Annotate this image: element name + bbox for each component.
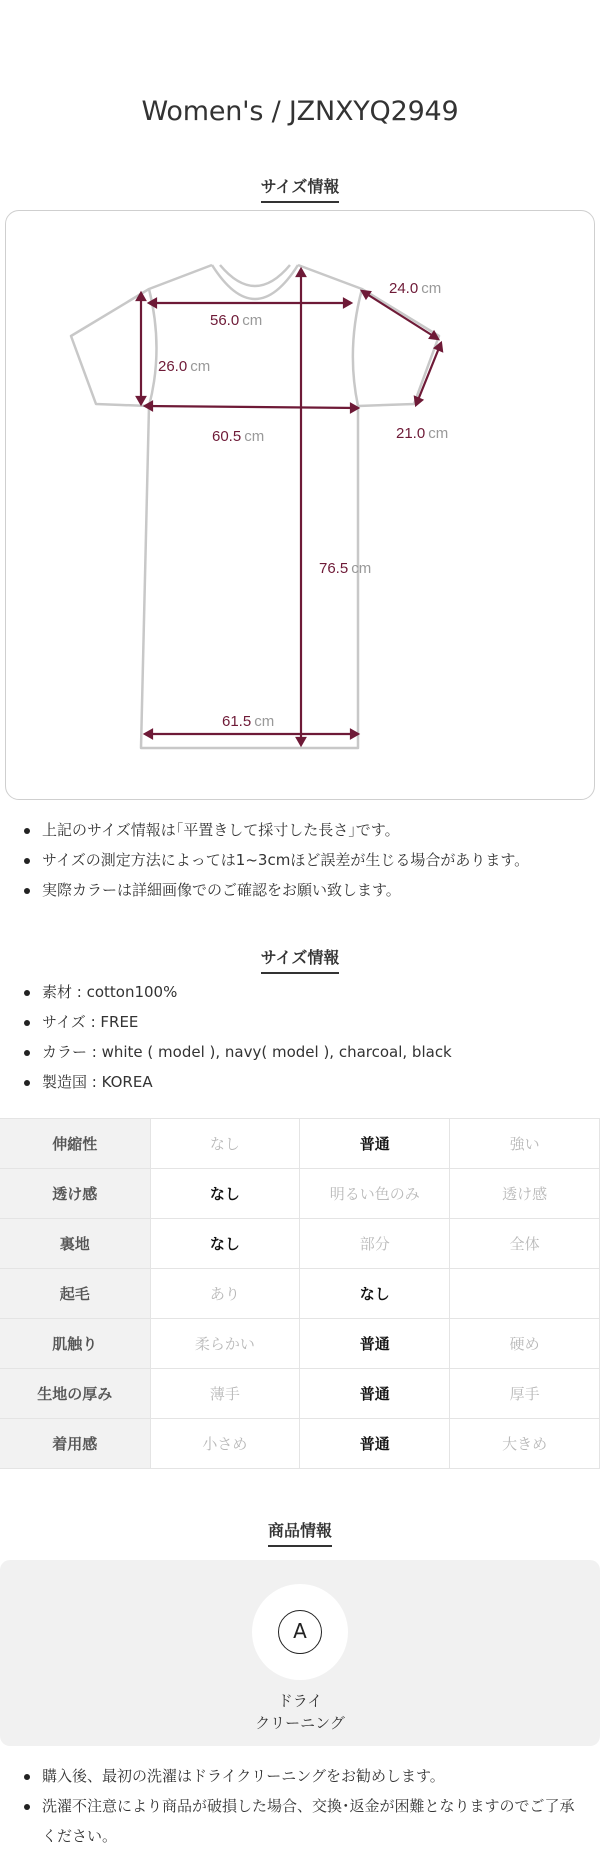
- attribute-option: 明るい色のみ: [300, 1169, 450, 1219]
- armhole-label: 26.0 cm: [158, 358, 211, 375]
- sleeve-length-line: [362, 291, 438, 339]
- attribute-option: [450, 1269, 600, 1319]
- list-item: 購入後、最初の洗濯はドライクリーニングをお勧めします。: [42, 1761, 582, 1791]
- measurement-lines: [137, 269, 442, 745]
- product-title: Women's / JZNXYQ2949: [141, 96, 459, 127]
- shoulder-arrow-left: [149, 299, 156, 307]
- product-info-heading: 商品情報: [0, 1518, 600, 1547]
- table-row: [0, 1419, 600, 1469]
- sleeve-arrow-b: [430, 332, 438, 339]
- attribute-option: 普通: [300, 1419, 450, 1469]
- attribute-option: 厚手: [450, 1369, 600, 1419]
- attribute-label: 肌触り: [0, 1319, 150, 1369]
- length-arrow-top: [297, 269, 305, 276]
- total-length-label: 76.5 cm: [319, 560, 372, 577]
- table-row: [0, 1169, 600, 1219]
- attribute-option: 硬め: [450, 1319, 600, 1369]
- attribute-option: あり: [150, 1269, 300, 1319]
- sleeve-opening-line: [416, 343, 441, 405]
- chest-label: 60.5 cm: [212, 428, 265, 445]
- attribute-option: なし: [150, 1219, 300, 1269]
- size-info-heading: サイズ情報: [0, 174, 600, 203]
- table-row: [0, 1119, 600, 1169]
- spec-list: [42, 977, 452, 1097]
- list-item: サイズの測定方法によっては1~3cmほど誤差が生じる場合があります。: [42, 845, 529, 875]
- attribute-option: 大きめ: [450, 1419, 600, 1469]
- armhole-arrow-bottom: [137, 397, 145, 404]
- attribute-option: 普通: [300, 1369, 450, 1419]
- attribute-label: 着用感: [0, 1419, 150, 1469]
- table-row: [0, 1219, 600, 1269]
- list-item: 製造国 : KOREA: [42, 1067, 452, 1097]
- list-item: サイズ : FREE: [42, 1007, 452, 1037]
- size-notes-list: [42, 815, 529, 905]
- list-item: 実際カラーは詳細画像でのご確認をお願い致します。: [42, 875, 529, 905]
- shoulder-label: 56.0 cm: [210, 312, 263, 329]
- opening-arrow-b: [415, 397, 422, 405]
- care-notes-list: [42, 1761, 582, 1851]
- attribute-option: 小さめ: [150, 1419, 300, 1469]
- length-arrow-bottom: [297, 738, 305, 745]
- care-label: [0, 1690, 600, 1734]
- table-row: [0, 1319, 600, 1369]
- attribute-option: 全体: [450, 1219, 600, 1269]
- list-item: 洗濯不注意により商品が破損した場合、交換･返金が困難となりますのでご了承ください。: [42, 1791, 582, 1851]
- tshirt-body-outline: [71, 265, 442, 748]
- attribute-label: 伸縮性: [0, 1119, 150, 1169]
- tshirt-outline: [71, 265, 442, 748]
- care-symbol-circle: [252, 1584, 348, 1680]
- attribute-option: 透け感: [450, 1169, 600, 1219]
- sleeve-arrow-a: [362, 291, 370, 298]
- chest-arrow-left: [145, 402, 152, 410]
- spec-heading: サイズ情報: [0, 945, 600, 974]
- care-label-line1: ドライ: [277, 1692, 323, 1710]
- measurement-labels: [158, 280, 448, 730]
- care-box: [0, 1560, 600, 1746]
- attribute-option: なし: [300, 1269, 450, 1319]
- chest-line: [145, 406, 358, 408]
- fabric-attribute-table: [0, 1118, 600, 1469]
- list-item: 上記のサイズ情報は｢平置きして採寸した長さ｣です。: [42, 815, 529, 845]
- attribute-option: なし: [150, 1119, 300, 1169]
- sleeve-length-label: 24.0 cm: [389, 280, 442, 297]
- care-label-line2: クリーニング: [255, 1714, 345, 1732]
- attribute-label: 生地の厚み: [0, 1369, 150, 1419]
- attribute-option: 柔らかい: [150, 1319, 300, 1369]
- armhole-right: [353, 289, 362, 406]
- attribute-option: 普通: [300, 1319, 450, 1369]
- list-item: 素材 : cotton100%: [42, 977, 452, 1007]
- tshirt-diagram-svg: [6, 211, 596, 801]
- attribute-label: 裏地: [0, 1219, 150, 1269]
- collar-inner: [220, 265, 290, 286]
- attribute-option: 普通: [300, 1119, 450, 1169]
- attribute-option: 強い: [450, 1119, 600, 1169]
- dry-clean-icon: A: [278, 1610, 322, 1654]
- attribute-label: 起毛: [0, 1269, 150, 1319]
- shoulder-arrow-right: [344, 299, 351, 307]
- attribute-label: 透け感: [0, 1169, 150, 1219]
- attribute-option: 部分: [300, 1219, 450, 1269]
- attribute-option: なし: [150, 1169, 300, 1219]
- list-item: カラー : white ( model ), navy( model ), charcoal, black: [42, 1037, 452, 1067]
- size-diagram: [5, 210, 595, 800]
- hem-label: 61.5 cm: [222, 713, 275, 730]
- table-row: [0, 1369, 600, 1419]
- hem-arrow-left: [145, 730, 152, 738]
- table-row: [0, 1269, 600, 1319]
- sleeve-opening-label: 21.0 cm: [396, 425, 449, 442]
- attribute-option: 薄手: [150, 1369, 300, 1419]
